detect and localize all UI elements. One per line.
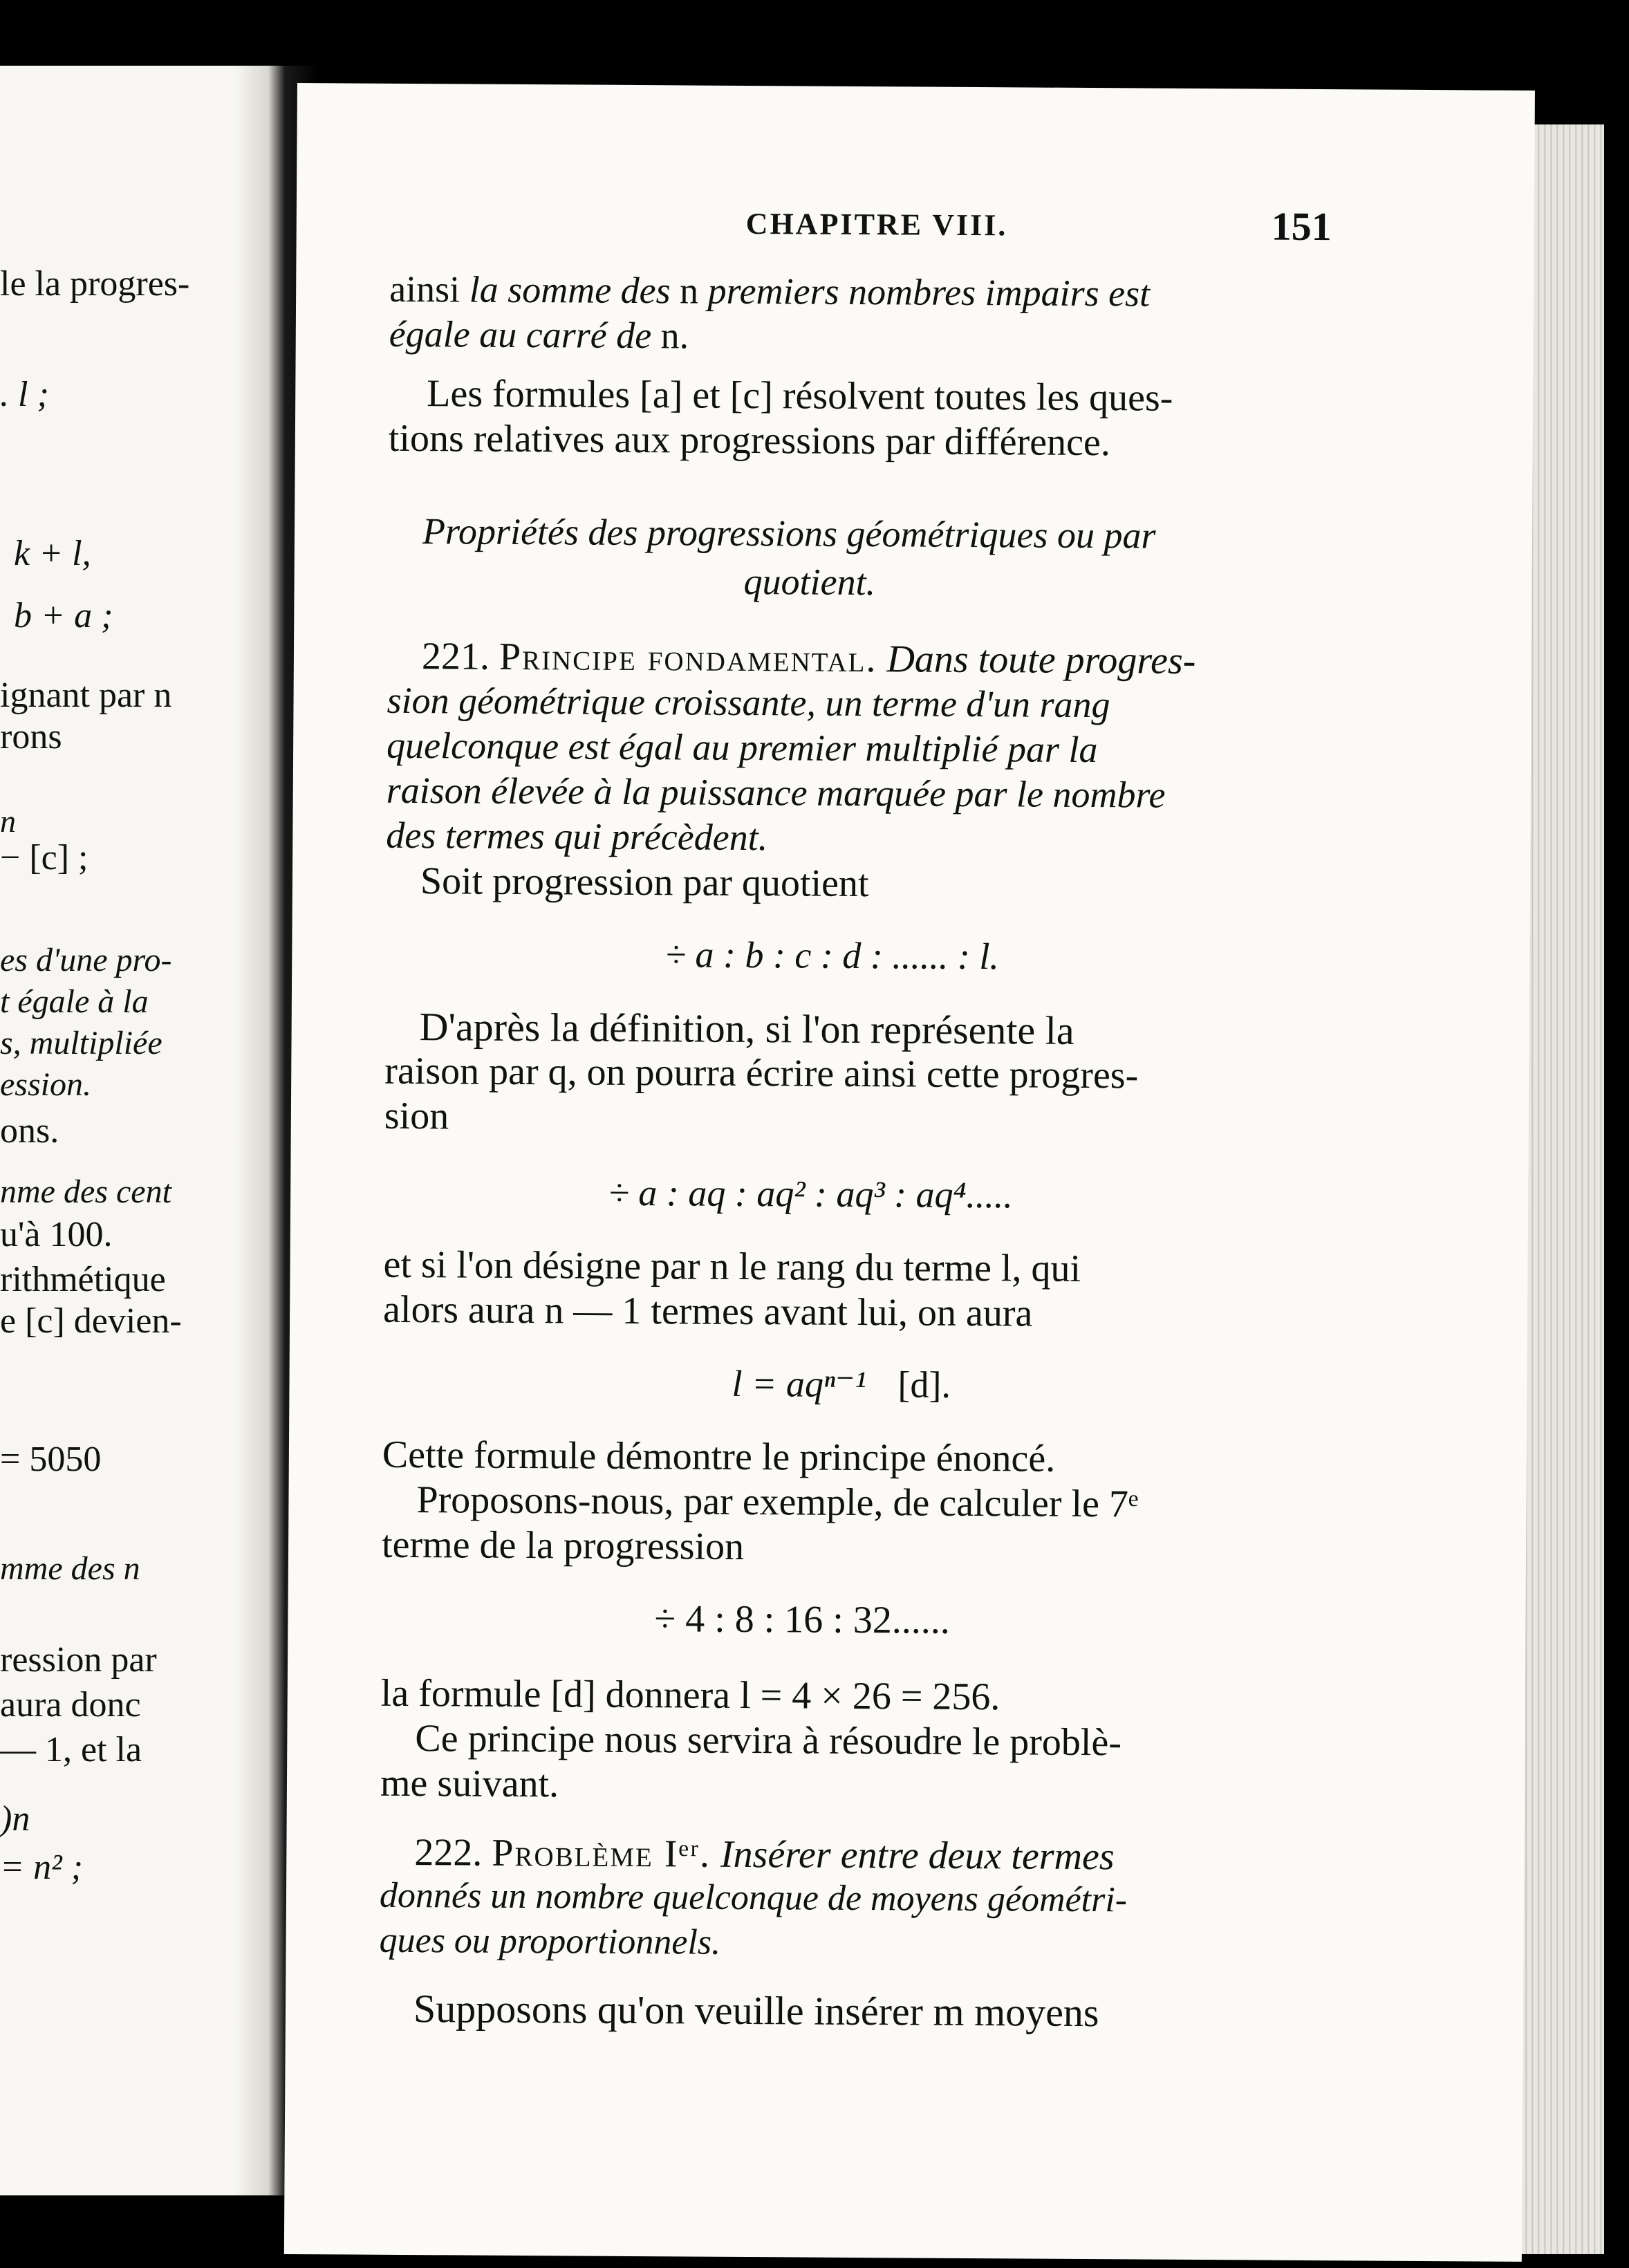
text-span: égale au carré de [389,313,652,357]
text-span: n [679,270,699,312]
left-line: mme des n [0,1550,140,1587]
formula: ÷ a : aq : aq² : aq³ : aq⁴..... [608,1171,1014,1216]
paragraph-number: 221. [421,635,490,678]
text-line: sion [384,1094,449,1138]
text-line: raison par q, on pourra écrire ainsi cette progres- [384,1049,1139,1097]
text-span: ainsi [389,268,460,310]
text-line: terme de la progression [381,1523,745,1568]
text-line: Soit progression par quotient [420,859,869,906]
left-line: b + a ; [14,596,113,635]
formula: ÷ 4 : 8 : 16 : 32...... [654,1597,951,1642]
text-line: Ce principe nous servira à résoudre le problè- [415,1717,1122,1765]
text-line [422,637,1196,680]
text-line: Les formules [a] et [c] résolvent toutes les ques- [427,372,1173,420]
left-line: ignant par n [0,676,172,715]
text-line [414,1831,1115,1879]
text-span: la somme des [469,268,671,312]
text-line: ques ou proportionnels. [379,1920,721,1962]
left-line: . l ; [0,375,49,414]
section-title: quotient. [743,560,876,604]
right-page [284,83,1535,2262]
left-line: )n [0,1799,30,1839]
text-line: raison élevée à la puissance marquée par le nombre [386,769,1166,816]
left-line: t égale à la [0,983,149,1020]
paragraph-heading: Principe fondamental. [499,635,877,681]
left-line: n [0,803,16,839]
formula: l = aqⁿ⁻¹ [732,1362,866,1406]
section-title: Propriétés des progressions géométriques ou par [422,510,1156,557]
left-line: es d'une pro- [0,942,172,978]
left-line: = 5050 [0,1440,102,1479]
left-line: nme des cent [0,1173,171,1210]
page-edges [1521,124,1611,2254]
text-line: D'après la définition, si l'on représente la [419,1004,1074,1053]
left-line: ons. [0,1111,59,1151]
formula-tag: [d]. [897,1364,951,1406]
text-line: des termes qui précèdent. [386,814,768,859]
text-line: et si l'on désigne par n le rang du terme l, qui [383,1243,1081,1290]
page-edges-shadow [1604,124,1629,2254]
left-line: s, multipliée [0,1025,162,1061]
left-line: u'à 100. [0,1215,113,1254]
text-line: me suivant. [380,1761,559,1806]
left-line: aura donc [0,1685,141,1725]
text-line: donnés un nombre quelconque de moyens géométri- [379,1875,1128,1920]
text-line: alors aura n — 1 termes avant lui, on aura [382,1288,1033,1335]
text-span: Dans toute progres- [886,638,1196,682]
text-span: Supposons qu'on veuille insérer m moyens [413,1986,1099,2036]
paragraph-heading: Problème Iᵉʳ. [492,1831,711,1876]
text-span: premiers nombres impairs est [707,270,1151,315]
text-line [389,315,689,355]
text-line: tions relatives aux progressions par différence. [388,416,1111,465]
text-line: Proposons-nous, par exemple, de calculer le 7ᵉ [416,1478,1139,1526]
left-line: ession. [0,1066,91,1103]
left-line: k + l, [14,534,91,573]
left-line: = n² ; [0,1848,83,1887]
text-span: n. [660,315,689,357]
paragraph-number: 222. [414,1831,483,1875]
text-line: sion géométrique croissante, un terme d'un rang [387,679,1110,726]
left-line: e [c] devien- [0,1301,182,1341]
text-line: Cette formule démontre le principe énoncé. [382,1433,1056,1480]
left-line: — 1, et la [0,1730,142,1769]
text-span: Insérer entre deux termes [720,1832,1115,1879]
page-number: 151 [1271,203,1332,250]
left-line: − [c] ; [0,838,89,877]
left-line: rithmétique [0,1260,166,1299]
text-line [413,1986,1099,2036]
text-line [389,270,1150,313]
formula: ÷ a : b : c : d : ...... : l. [665,933,1000,978]
text-line: la formule [d] donnera l = 4 × 26 = 256. [380,1671,1000,1719]
left-line: ression par [0,1640,157,1680]
text-line: quelconque est égal au premier multiplié par la [386,724,1098,771]
left-line: rons [0,717,62,756]
left-line: le la progres- [0,264,190,304]
running-header: CHAPITRE VIII. [745,206,1008,243]
